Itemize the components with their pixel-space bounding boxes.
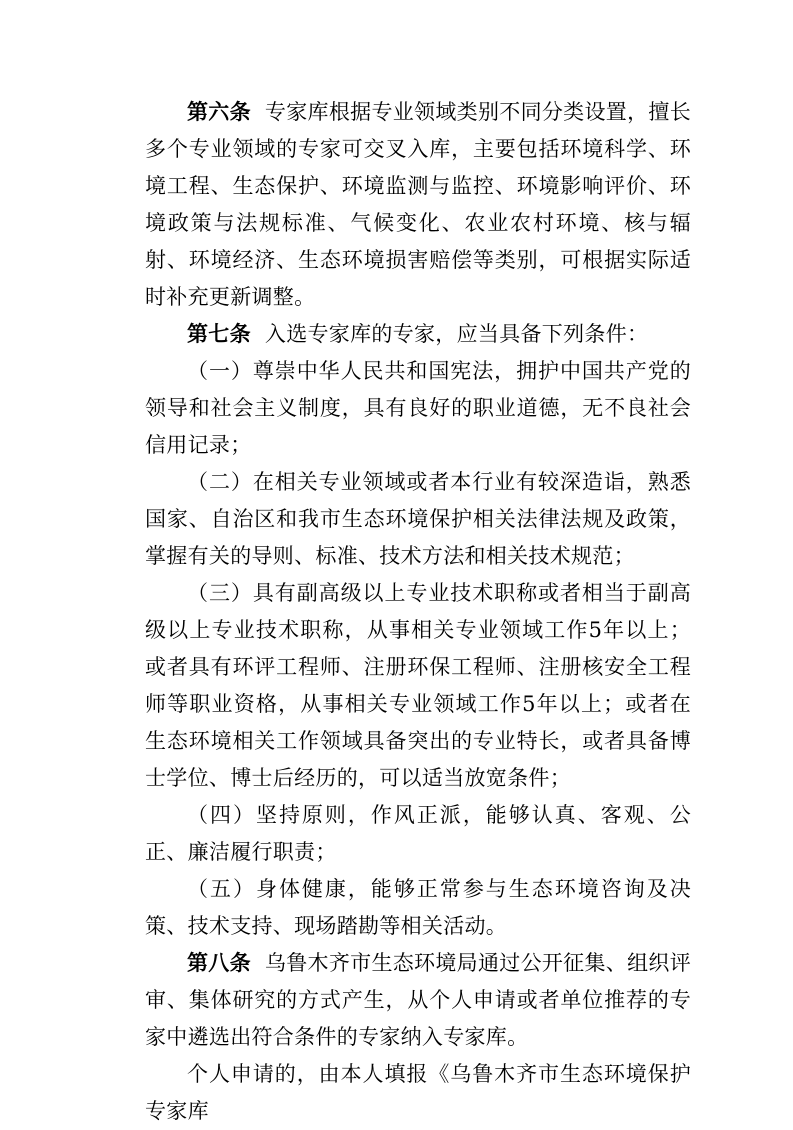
article-7-item-4: （四）坚持原则，作风正派，能够认真、客观、公正、廉洁履行职责； [145,803,691,864]
article-8-label: 第八条 [187,951,251,975]
article-7-label: 第七条 [187,322,251,346]
article-8 [145,945,691,1056]
article-7-item-5: （五）身体健康，能够正常参与生态环境咨询及决策、技术支持、现场踏勘等相关活动。 [145,877,691,938]
article-7-item-3: （三）具有副高级以上专业技术职称或者相当于副高级以上专业技术职称，从事相关专业领域工作5年以上；或者具有环评工程师、注册环保工程师、注册核安全工程师等职业资格，从事相关专业领域工作5年以上；或者在生态环境相关工作领域具备突出的专业特长，或者具备博士学位、博士后经历的，可以适当放宽条件； [145,581,691,790]
article-6-text: 专家库根据专业领域类别不同分类设置，擅长多个专业领域的专家可交叉入库，主要包括环境科学、环境工程、生态保护、环境监测与监控、环境影响评价、环境政策与法规标准、气候变化、农业农村环境、核与辐射、环境经济、生态环境损害赔偿等类别，可根据实际适时补充更新调整。 [145,100,692,309]
article-6-label: 第六条 [187,100,251,124]
article-8-continuation: 个人申请的，由本人填报《乌鲁木齐市生态环境保护专家库 [145,1062,691,1123]
article-6 [145,94,691,316]
document-page [145,94,691,1130]
article-7-item-2: （二）在相关专业领域或者本行业有较深造诣，熟悉国家、自治区和我市生态环境保护相关法律法规及政策，掌握有关的导则、标准、技术方法和相关技术规范； [145,470,691,568]
article-7-text: 入选专家库的专家，应当具备下列条件： [264,322,649,346]
article-7-item-1: （一）尊崇中华人民共和国宪法，拥护中国共产党的领导和社会主义制度，具有良好的职业道德，无不良社会信用记录； [145,359,691,457]
article-8-text: 乌鲁木齐市生态环境局通过公开征集、组织评审、集体研究的方式产生，从个人申请或者单位推荐的专家中遴选出符合条件的专家纳入专家库。 [145,951,692,1049]
article-7 [145,316,691,353]
